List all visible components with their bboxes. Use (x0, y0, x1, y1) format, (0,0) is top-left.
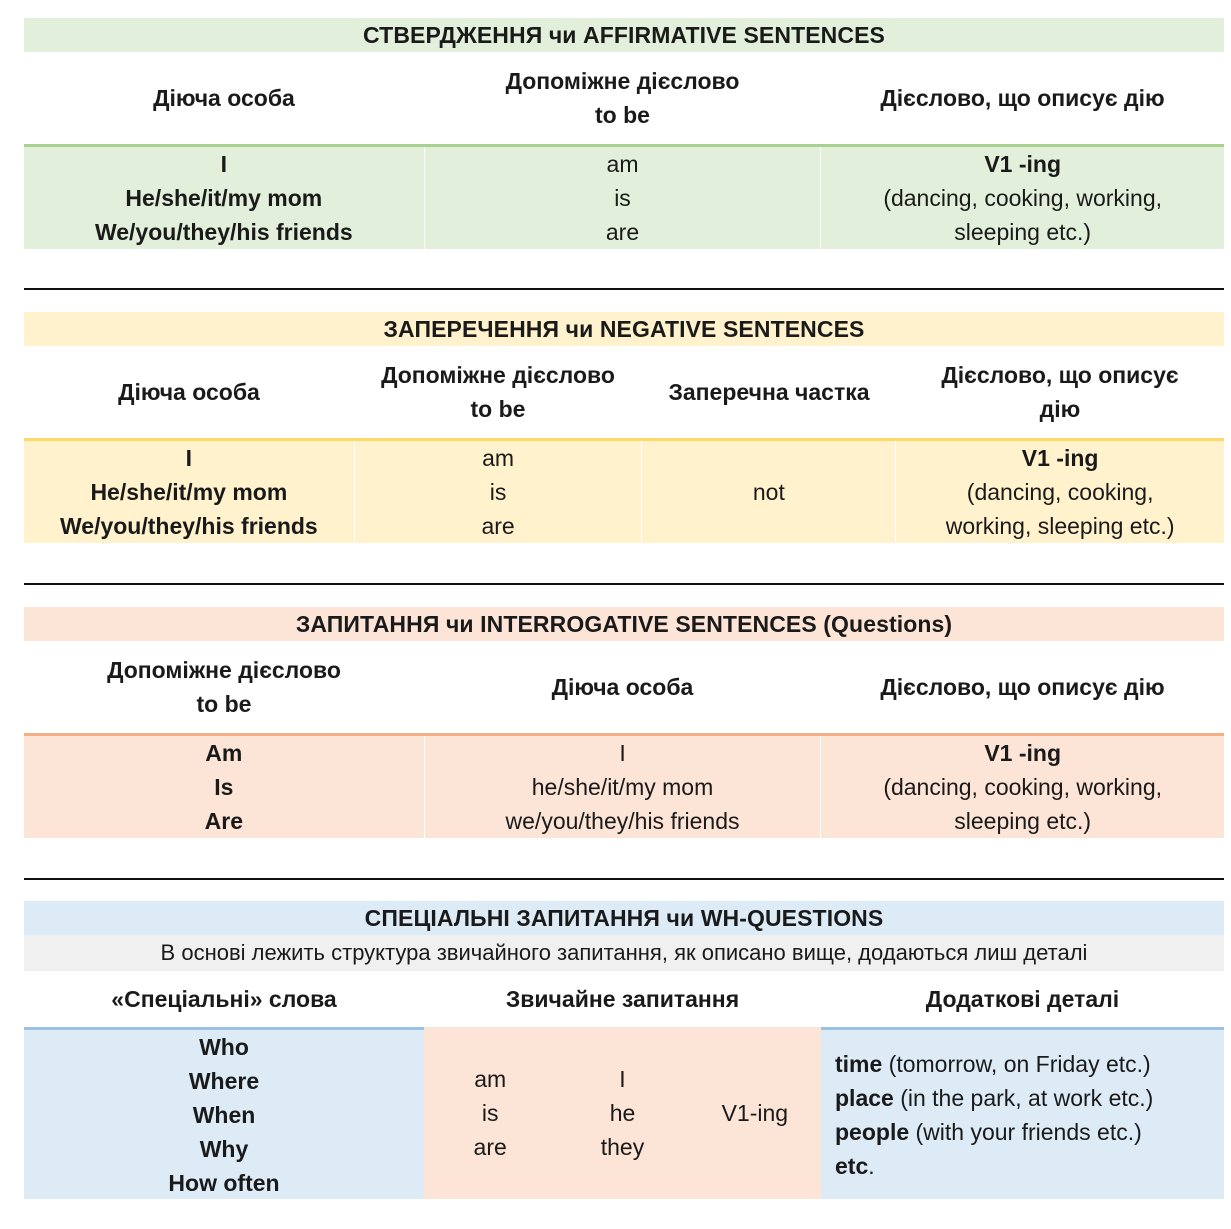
negative-particle (641, 441, 895, 543)
affirmative-section (24, 18, 1224, 249)
aux-is: Is (214, 774, 234, 800)
aux-are: are (473, 1134, 507, 1160)
verb-main: V1 -ing (1021, 445, 1099, 471)
subject-we: We/you/they/his friends (94, 219, 353, 245)
affirmative-subjects (24, 147, 424, 249)
subject-we: we/you/they/his friends (505, 808, 740, 834)
header-aux-tobe: to be (196, 691, 252, 717)
aux-is: is (489, 479, 507, 505)
interrogative-verb (820, 736, 1224, 838)
header-verb-2: дію (1039, 396, 1081, 422)
header-subject: Діюча особа (118, 379, 260, 405)
particle-not: not (752, 479, 785, 505)
wh-header (24, 971, 1224, 1027)
interrogative-body (24, 733, 1224, 838)
aux-am: am (606, 151, 639, 177)
verb-examples-1: (dancing, cooking, working, (883, 774, 1163, 800)
negative-aux (354, 441, 642, 543)
header-verb: Дієслово, що описує дію (880, 85, 1165, 111)
detail-people: people (with your friends etc.) (835, 1118, 1142, 1145)
affirmative-body (24, 144, 1224, 249)
subject-i: I (619, 1066, 626, 1092)
subject-he: He/she/it/my mom (125, 185, 323, 211)
wh-word-why: Why (199, 1135, 249, 1162)
header-subject: Діюча особа (153, 85, 295, 111)
interrogative-title: ЗАПИТАННЯ чи INTERROGATIVE SENTENCES (Questions) (24, 607, 1224, 641)
header-usual-question: Звичайне запитання (505, 986, 740, 1012)
interrogative-aux (24, 736, 424, 838)
header-verb: Дієслово, що описує дію (880, 674, 1165, 700)
negative-section (24, 312, 1224, 543)
verb-examples-1: (dancing, cooking, working, (883, 185, 1163, 211)
verb-main: V1 -ing (984, 740, 1061, 766)
verb-main: V1 -ing (984, 151, 1061, 177)
affirmative-aux (424, 147, 821, 249)
wh-words (24, 1027, 424, 1199)
header-aux: Допоміжне дієслово (107, 657, 341, 683)
header-particle: Заперечна частка (668, 379, 870, 405)
aux-is: is (614, 185, 631, 211)
wh-body (24, 1027, 1224, 1199)
header-aux: Допоміжне дієслово (381, 362, 615, 388)
wh-word-where: Where (188, 1067, 260, 1094)
verb-examples-2: working, sleeping etc.) (945, 513, 1175, 539)
header-aux-tobe: to be (595, 102, 650, 128)
verb-examples-2: sleeping etc.) (954, 219, 1092, 245)
detail-etc: etc. (835, 1152, 875, 1179)
wh-details (821, 1027, 1224, 1199)
subject-he: he/she/it/my mom (531, 774, 714, 800)
aux-is: is (481, 1100, 499, 1126)
interrogative-subjects (424, 736, 821, 838)
header-verb: Дієслово, що описує (941, 362, 1179, 388)
aux-are: Are (204, 808, 244, 834)
negative-header (24, 346, 1224, 438)
verb-examples-2: sleeping etc.) (954, 808, 1092, 834)
verb-examples-1: (dancing, cooking, (966, 479, 1154, 505)
subject-they: they (600, 1134, 645, 1160)
detail-time: time (tomorrow, on Friday etc.) (835, 1050, 1151, 1077)
wh-usual-question (424, 1027, 821, 1199)
negative-subjects (24, 441, 354, 543)
aux-are: are (481, 513, 515, 539)
negative-body (24, 438, 1224, 543)
interrogative-header (24, 641, 1224, 733)
wh-aux-column (424, 1062, 556, 1164)
wh-title: СПЕЦІАЛЬНІ ЗАПИТАННЯ чи WH-QUESTIONS (24, 901, 1224, 935)
wh-word-how-often: How often (168, 1169, 280, 1196)
aux-am: Am (205, 740, 243, 766)
affirmative-verb (820, 147, 1224, 249)
subject-i: I (220, 151, 228, 177)
header-aux-tobe: to be (470, 396, 526, 422)
wh-word-who: Who (199, 1033, 249, 1060)
interrogative-section (24, 607, 1224, 838)
detail-place: place (in the park, at work etc.) (835, 1084, 1154, 1111)
negative-verb (895, 441, 1224, 543)
header-details: Додаткові деталі (925, 986, 1120, 1012)
verb-v1-ing: V1-ing (721, 1100, 789, 1126)
subject-i: I (185, 445, 193, 471)
header-aux: Допоміжне дієслово (505, 68, 740, 94)
wh-subject-column (556, 1062, 688, 1164)
header-subject: Діюча особа (551, 674, 694, 700)
subject-we: We/you/they/his friends (59, 513, 318, 539)
wh-verb-column (689, 1062, 821, 1164)
wh-section (24, 901, 1224, 1199)
header-wh-words: «Спеціальні» слова (111, 986, 337, 1012)
subject-he: he (609, 1100, 636, 1126)
negative-title: ЗАПЕРЕЧЕННЯ чи NEGATIVE SENTENCES (24, 312, 1224, 346)
wh-word-when: When (192, 1101, 256, 1128)
separator-2 (24, 583, 1224, 585)
wh-subtitle: В основі лежить структура звичайного запитання, як описано вище, додаються лиш деталі (24, 935, 1224, 971)
affirmative-header (24, 52, 1224, 144)
separator-3 (24, 878, 1224, 880)
separator-1 (24, 288, 1224, 290)
subject-i: I (619, 740, 626, 766)
affirmative-title: СТВЕРДЖЕННЯ чи AFFIRMATIVE SENTENCES (24, 18, 1224, 52)
aux-am: am (474, 1066, 507, 1092)
aux-are: are (605, 219, 640, 245)
subject-he: He/she/it/my mom (90, 479, 288, 505)
aux-am: am (482, 445, 515, 471)
